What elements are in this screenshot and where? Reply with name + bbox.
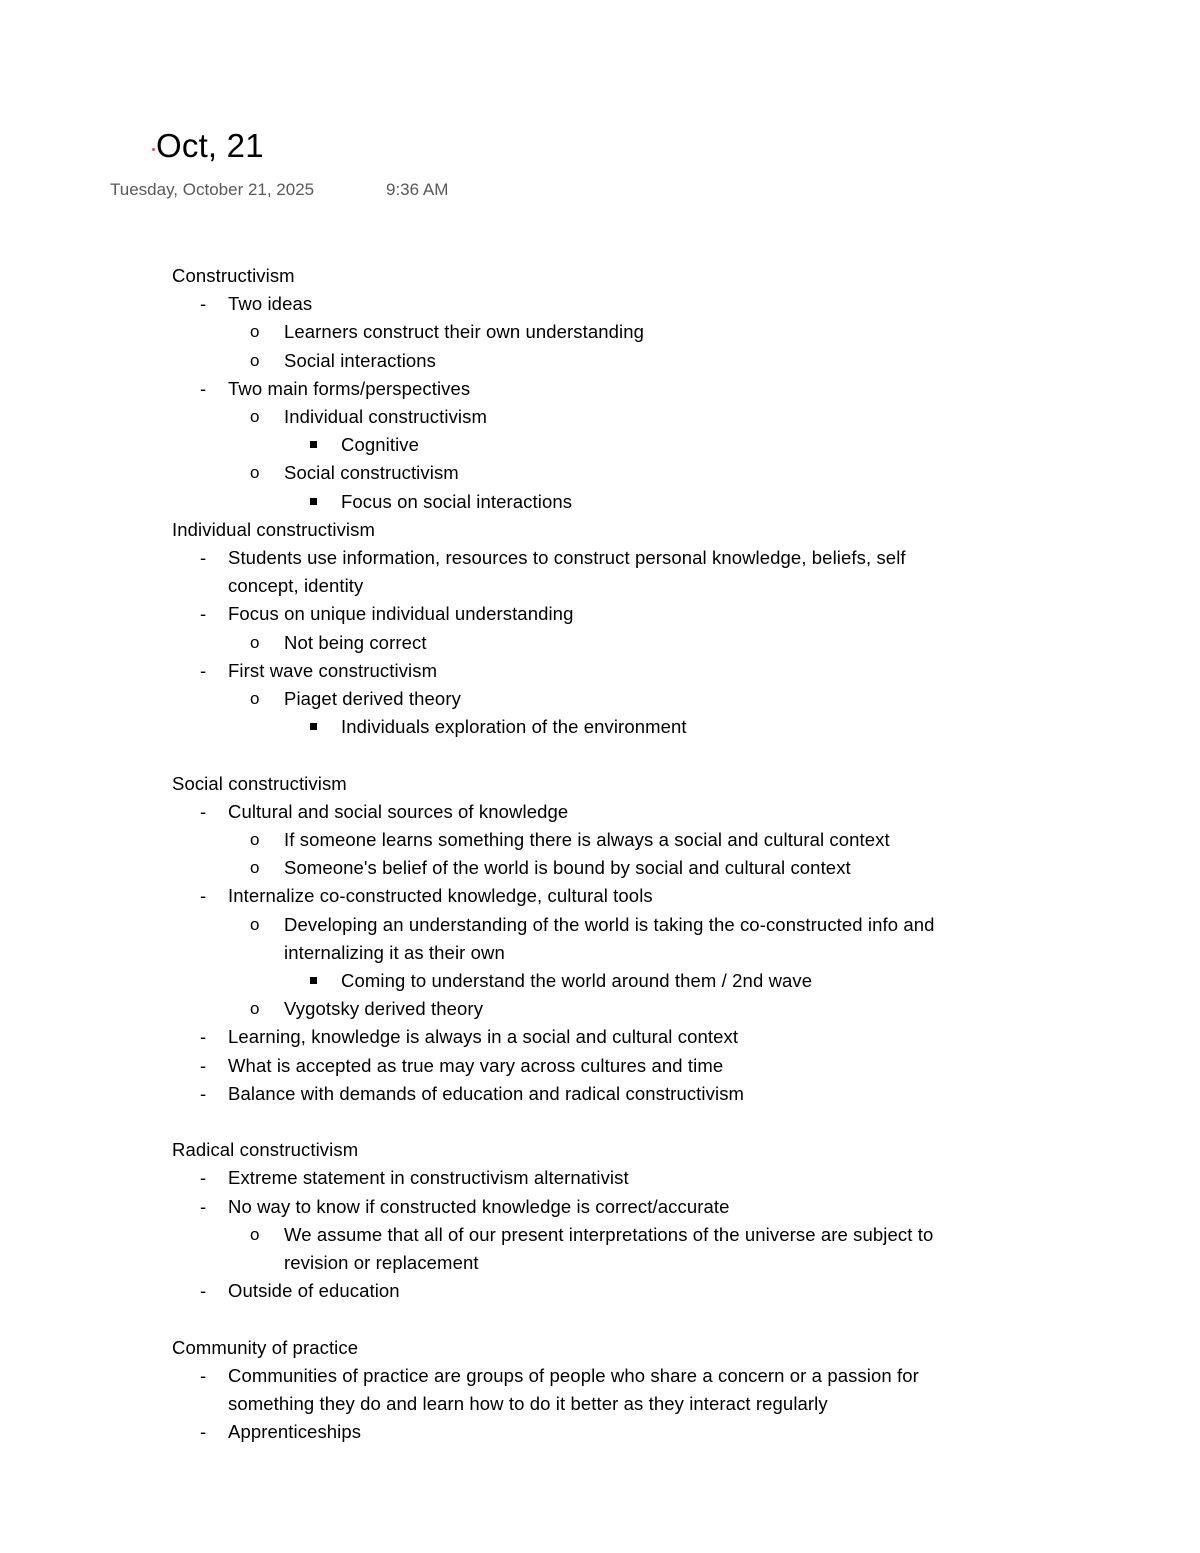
list-item: o Social interactions [172,347,1042,375]
list-item: - Extreme statement in constructivism alternativist [172,1164,1042,1192]
list-item: o Not being correct [172,629,1042,657]
dash-bullet: - [200,1054,207,1076]
section-heading: Individual constructivism [172,518,375,540]
list-item: - Learning, knowledge is always in a social and cultural context [172,1023,1042,1051]
circle-bullet: o [250,407,260,427]
list-item: Focus on social interactions [172,488,1042,516]
dash-bullet: - [200,1421,207,1442]
circle-bullet: o [250,322,260,342]
list-item: o Learners construct their own understanding [172,318,1042,346]
dash-bullet: - [200,1195,207,1217]
list-item-continuation: concept, identity [228,575,364,597]
list-item: - What is accepted as true may vary across cultures and time [172,1052,1042,1080]
circle-bullet: o [250,632,260,652]
dash-bullet: - [200,293,207,315]
circle-bullet: o [250,858,260,878]
circle-bullet: o [250,914,260,934]
list-item: - No way to know if constructed knowledge is correct/accurate [172,1193,1042,1221]
page-date: Tuesday, October 21, 2025 [110,180,315,199]
title-marker-dot [152,148,155,151]
circle-bullet: o [250,350,260,370]
list-item-continuation: something they do and learn how to do it better as they interact regularly [228,1393,828,1415]
square-bullet-icon [310,967,317,995]
dash-bullet: - [200,377,207,399]
square-bullet-icon [310,713,317,741]
list-item: - Students use information, resources to construct personal knowledge, beliefs, self [172,544,1042,572]
list-item: - Communities of practice are groups of people who share a concern or a passion for [172,1362,1042,1390]
list-item: - First wave constructivism [172,657,1042,685]
list-item-continuation: internalizing it as their own [284,941,505,963]
section-heading: Social constructivism [172,772,347,794]
dash-bullet: - [200,547,207,569]
list-item: o Developing an understanding of the world is taking the co-constructed info and [172,911,1042,939]
section-heading: Community of practice [172,1336,359,1358]
square-bullet-icon [310,431,317,459]
list-item: - Two main forms/perspectives [172,375,1042,403]
page-title: Oct, 21 [156,127,264,164]
dash-bullet: - [200,800,207,822]
list-item: o Social constructivism [172,459,1042,487]
dash-bullet: - [200,1364,207,1386]
list-item: - Balance with demands of education and radical constructivism [172,1080,1042,1108]
list-item: o If someone learns something there is always a social and cultural context [172,826,1042,854]
list-item: - Outside of education [172,1277,1042,1305]
list-item: - Focus on unique individual understanding [172,600,1042,628]
dash-bullet: - [200,1167,207,1189]
list-item: - Internalize co-constructed knowledge, cultural tools [172,882,1042,910]
list-item: - Apprenticeships [172,1418,1042,1442]
dash-bullet: - [200,603,207,625]
section-heading: Radical constructivism [172,1139,359,1161]
list-item: o Individual constructivism [172,403,1042,431]
dash-bullet: - [200,1280,207,1302]
list-item-continuation: revision or replacement [284,1252,479,1274]
dash-bullet: - [200,1026,207,1048]
dash-bullet: - [200,885,207,907]
list-item: Individuals exploration of the environment [172,713,1042,741]
list-item: o We assume that all of our present interpretations of the universe are subject to [172,1221,1042,1249]
circle-bullet: o [250,999,260,1019]
list-item: - Cultural and social sources of knowledge [172,798,1042,826]
dash-bullet: - [200,659,207,681]
page-time: 9:36 AM [386,180,449,199]
circle-bullet: o [250,689,260,709]
dash-bullet: - [200,1082,207,1104]
list-item: - Two ideas [172,290,1042,318]
circle-bullet: o [250,830,260,850]
list-item: o Piaget derived theory [172,685,1042,713]
list-item: Cognitive [172,431,1042,459]
list-item: o Someone's belief of the world is bound by social and cultural context [172,854,1042,882]
circle-bullet: o [250,463,260,483]
list-item: o Vygotsky derived theory [172,995,1042,1023]
circle-bullet: o [250,1224,260,1244]
notes-body [172,262,1042,1442]
square-bullet-icon [310,488,317,516]
section-heading: Constructivism [172,265,295,286]
list-item: Coming to understand the world around them / 2nd wave [172,967,1042,995]
